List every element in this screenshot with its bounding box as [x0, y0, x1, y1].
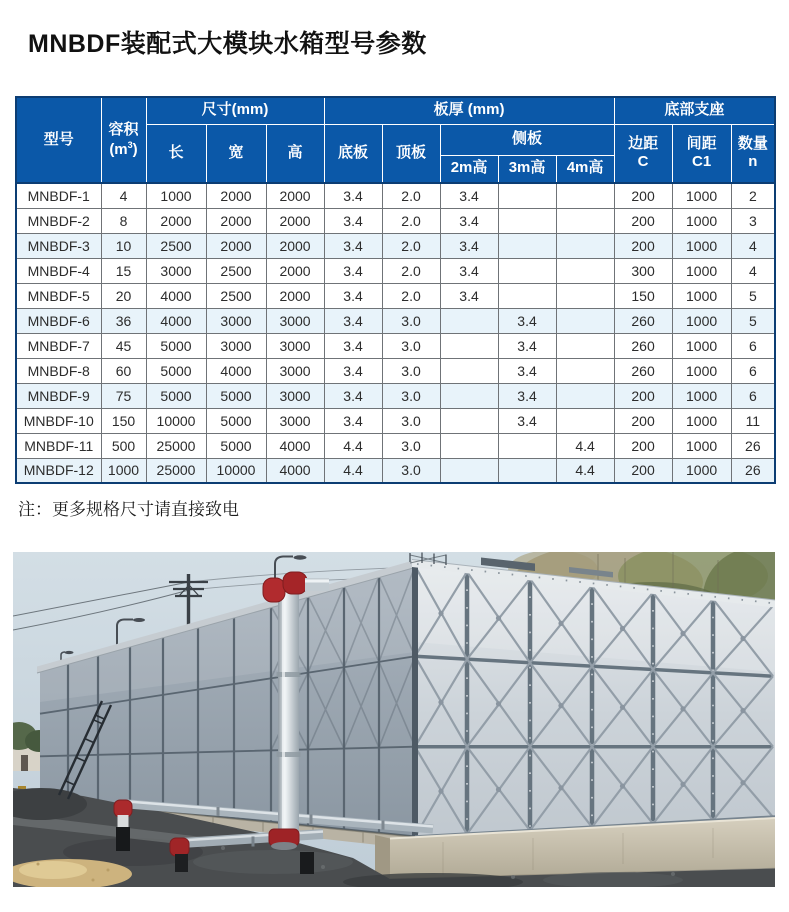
cell: 4	[731, 258, 775, 283]
cell: 5000	[146, 383, 206, 408]
cell: 200	[614, 383, 672, 408]
cell: 3.4	[498, 383, 556, 408]
cell: 1000	[672, 208, 731, 233]
cell: 2	[731, 183, 775, 208]
cell: 3.4	[324, 358, 382, 383]
cell	[498, 183, 556, 208]
cell: 5000	[206, 408, 266, 433]
tank-photo-illustration	[13, 552, 775, 887]
cell: 3.0	[382, 333, 440, 358]
cell: 3.0	[382, 458, 440, 483]
cell: 2.0	[382, 208, 440, 233]
cell	[556, 233, 614, 258]
tank-photo	[13, 552, 775, 887]
cell: 2500	[146, 233, 206, 258]
note: 注：更多规格尺寸请直接致电	[18, 500, 239, 519]
cell	[556, 408, 614, 433]
cell	[498, 258, 556, 283]
cell: 260	[614, 308, 672, 333]
cell	[556, 333, 614, 358]
cell: 3.4	[498, 358, 556, 383]
cell: 3.0	[382, 308, 440, 333]
model-cell: MNBDF-12	[16, 458, 101, 483]
cell: 3.0	[382, 433, 440, 458]
cell: 10	[101, 233, 146, 258]
cell: 15	[101, 258, 146, 283]
cell: 260	[614, 333, 672, 358]
cell: 200	[614, 183, 672, 208]
table-row	[16, 358, 775, 383]
cell: 3.4	[324, 383, 382, 408]
cell: 6	[731, 383, 775, 408]
page-title: MNBDF装配式大模块水箱型号参数	[28, 30, 427, 58]
spec-table	[15, 96, 776, 484]
table-row	[16, 233, 775, 258]
cell: 2000	[206, 208, 266, 233]
cell: 150	[614, 283, 672, 308]
cell: 2.0	[382, 258, 440, 283]
cell: 2000	[266, 183, 324, 208]
cell: 3.0	[382, 408, 440, 433]
model-cell: MNBDF-1	[16, 183, 101, 208]
cell: 2500	[206, 258, 266, 283]
cell: 2000	[266, 233, 324, 258]
model-cell: MNBDF-6	[16, 308, 101, 333]
cell: 4.4	[324, 458, 382, 483]
cell: 1000	[672, 308, 731, 333]
cell: 6	[731, 333, 775, 358]
table-row	[16, 333, 775, 358]
cell: 3.4	[324, 183, 382, 208]
col-header-qty-n: 数量 n	[731, 124, 775, 183]
table-row	[16, 308, 775, 333]
table-row	[16, 458, 775, 483]
model-cell: MNBDF-4	[16, 258, 101, 283]
cell	[498, 283, 556, 308]
cell: 11	[731, 408, 775, 433]
cell: 3000	[266, 408, 324, 433]
cell: 3.4	[324, 308, 382, 333]
cell: 1000	[146, 183, 206, 208]
model-cell: MNBDF-9	[16, 383, 101, 408]
cell	[440, 358, 498, 383]
model-cell: MNBDF-2	[16, 208, 101, 233]
cell: 6	[731, 358, 775, 383]
cell: 3.0	[382, 383, 440, 408]
cell: 4000	[206, 358, 266, 383]
cell: 2.0	[382, 233, 440, 258]
cell: 3.4	[498, 333, 556, 358]
model-cell: MNBDF-3	[16, 233, 101, 258]
cell: 200	[614, 433, 672, 458]
cell: 1000	[672, 183, 731, 208]
cell: 2000	[266, 208, 324, 233]
cell: 5000	[146, 333, 206, 358]
cell	[556, 358, 614, 383]
cell	[440, 408, 498, 433]
cell: 3000	[266, 308, 324, 333]
cell: 3.4	[324, 258, 382, 283]
col-group-size: 尺寸(mm)	[146, 97, 324, 124]
cell: 4000	[146, 283, 206, 308]
cell: 3000	[206, 333, 266, 358]
col-group-thickness: 板厚 (mm)	[324, 97, 614, 124]
cell: 5000	[206, 383, 266, 408]
cell: 500	[101, 433, 146, 458]
cell: 3000	[266, 358, 324, 383]
cell: 4000	[266, 433, 324, 458]
col-group-side-plate: 侧板	[440, 124, 614, 155]
table-row	[16, 258, 775, 283]
table-row	[16, 283, 775, 308]
cell: 3.4	[498, 308, 556, 333]
cell: 36	[101, 308, 146, 333]
cell: 3.4	[324, 233, 382, 258]
cell: 1000	[101, 458, 146, 483]
table-row	[16, 208, 775, 233]
cell	[556, 383, 614, 408]
table-header	[16, 97, 775, 183]
cell: 20	[101, 283, 146, 308]
cell: 10000	[206, 458, 266, 483]
col-header-edge-c: 边距 C	[614, 124, 672, 183]
cell	[498, 433, 556, 458]
cell: 4.4	[324, 433, 382, 458]
cell: 3.4	[324, 408, 382, 433]
cell: 5000	[146, 358, 206, 383]
cell: 75	[101, 383, 146, 408]
cell: 26	[731, 433, 775, 458]
cell	[440, 308, 498, 333]
cell: 1000	[672, 433, 731, 458]
cell: 260	[614, 358, 672, 383]
cell	[498, 458, 556, 483]
cell: 2000	[266, 258, 324, 283]
col-header-width: 宽	[206, 124, 266, 183]
cell: 3000	[266, 333, 324, 358]
cell: 60	[101, 358, 146, 383]
capacity-label-line2: $(m^3)$	[109, 139, 138, 158]
cell: 4.4	[556, 433, 614, 458]
cell	[556, 208, 614, 233]
model-cell: MNBDF-5	[16, 283, 101, 308]
model-cell: MNBDF-8	[16, 358, 101, 383]
cell: 1000	[672, 458, 731, 483]
cell: 5000	[206, 433, 266, 458]
cell: 25000	[146, 433, 206, 458]
cell: 4.4	[556, 458, 614, 483]
col-header-spacing-c1: 间距 C1	[672, 124, 731, 183]
cell	[440, 433, 498, 458]
model-cell: MNBDF-7	[16, 333, 101, 358]
cell: 1000	[672, 333, 731, 358]
cell: 300	[614, 258, 672, 283]
col-header-2m: 2m高	[440, 155, 498, 183]
table-row	[16, 383, 775, 408]
cell: 2000	[206, 233, 266, 258]
col-header-model: 型号	[16, 97, 101, 183]
model-cell: MNBDF-11	[16, 433, 101, 458]
cell: 200	[614, 208, 672, 233]
cell: 1000	[672, 258, 731, 283]
cell	[440, 333, 498, 358]
cell	[556, 308, 614, 333]
cell: 3000	[146, 258, 206, 283]
cell: 5	[731, 308, 775, 333]
cell: 1000	[672, 383, 731, 408]
cell: 150	[101, 408, 146, 433]
col-header-3m: 3m高	[498, 155, 556, 183]
cell: 3.4	[440, 183, 498, 208]
cell: 45	[101, 333, 146, 358]
cell: 3.4	[440, 208, 498, 233]
cell: 200	[614, 458, 672, 483]
col-header-length: 长	[146, 124, 206, 183]
cell: 1000	[672, 358, 731, 383]
cell: 26	[731, 458, 775, 483]
cell	[498, 233, 556, 258]
cell: 2000	[146, 208, 206, 233]
cell: 2000	[206, 183, 266, 208]
cell: 4000	[146, 308, 206, 333]
capacity-superscript: 3	[127, 139, 133, 150]
col-header-height: 高	[266, 124, 324, 183]
cell	[556, 183, 614, 208]
table-row	[16, 183, 775, 208]
cell: 3.4	[440, 258, 498, 283]
table-row	[16, 433, 775, 458]
cell: 200	[614, 233, 672, 258]
cell: 3.4	[324, 208, 382, 233]
col-header-4m: 4m高	[556, 155, 614, 183]
col-group-support: 底部支座	[614, 97, 775, 124]
cell: 2.0	[382, 283, 440, 308]
cell: 1000	[672, 233, 731, 258]
cell: 3.4	[440, 233, 498, 258]
capacity-label-line1: 容积	[108, 120, 139, 138]
cell: 3.4	[324, 333, 382, 358]
cell: 3.4	[324, 283, 382, 308]
col-header-capacity	[101, 97, 146, 183]
table-body	[16, 183, 775, 483]
cell: 3.0	[382, 358, 440, 383]
table-row	[16, 408, 775, 433]
cell	[556, 258, 614, 283]
cell: 3	[731, 208, 775, 233]
cell: 3000	[206, 308, 266, 333]
cell: 3000	[266, 383, 324, 408]
cell: 3.4	[498, 408, 556, 433]
cell: 4000	[266, 458, 324, 483]
cell: 2500	[206, 283, 266, 308]
cell: 1000	[672, 408, 731, 433]
cell: 200	[614, 408, 672, 433]
cell: 1000	[672, 283, 731, 308]
cell: 25000	[146, 458, 206, 483]
cell: 10000	[146, 408, 206, 433]
cell	[556, 283, 614, 308]
cell	[440, 458, 498, 483]
model-cell: MNBDF-10	[16, 408, 101, 433]
cell: 5	[731, 283, 775, 308]
cell: 2000	[266, 283, 324, 308]
cell	[440, 383, 498, 408]
cell: 3.4	[440, 283, 498, 308]
cell: 4	[101, 183, 146, 208]
cell: 4	[731, 233, 775, 258]
col-header-bottom-plate: 底板	[324, 124, 382, 183]
cell	[498, 208, 556, 233]
cell: 2.0	[382, 183, 440, 208]
col-header-top-plate: 顶板	[382, 124, 440, 183]
cell: 8	[101, 208, 146, 233]
header-row-groups	[16, 97, 775, 124]
